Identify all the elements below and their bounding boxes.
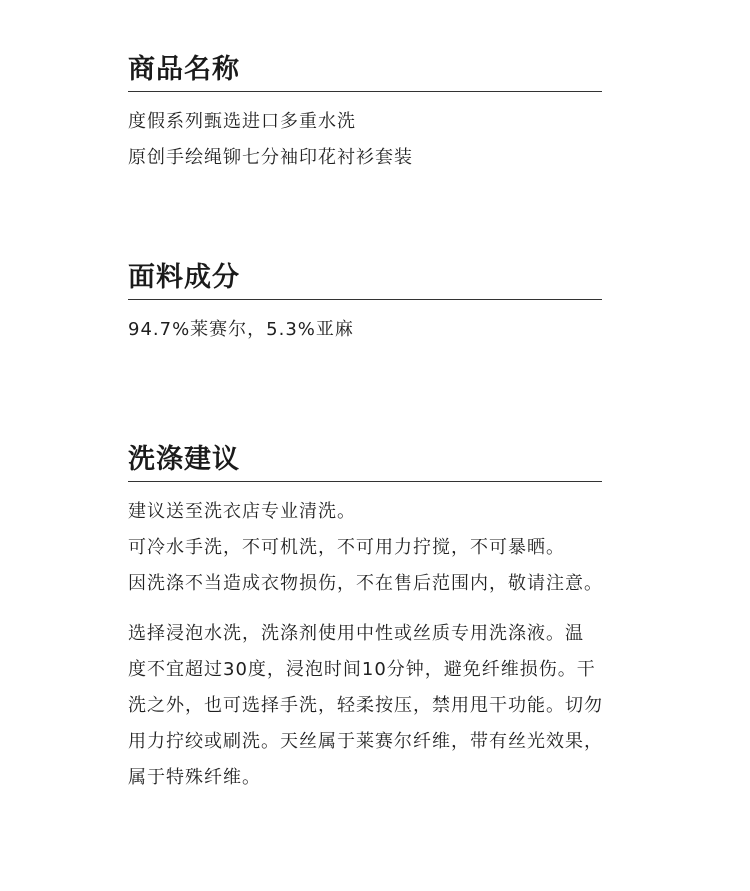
washing-paragraph-2 xyxy=(128,616,602,796)
washing-line: 属于特殊纤维。 xyxy=(128,767,261,788)
fabric-composition: 94.7%莱赛尔，5.3%亚麻 xyxy=(128,319,354,340)
washing-line: 因洗涤不当造成衣物损伤，不在售后范围内，敬请注意。 xyxy=(128,573,603,594)
fabric-section xyxy=(128,264,602,348)
fabric-heading: 面料成分 xyxy=(128,264,602,300)
product-name-heading: 商品名称 xyxy=(128,56,602,92)
washing-section xyxy=(128,446,602,796)
product-name-section xyxy=(128,56,602,176)
washing-heading: 洗涤建议 xyxy=(128,446,602,482)
washing-line: 建议送至洗衣店专业清洗。 xyxy=(128,501,356,522)
washing-line: 选择浸泡水洗，洗涤剂使用中性或丝质专用洗涤液。温 xyxy=(128,623,584,644)
paragraph-spacer xyxy=(128,602,602,616)
product-name-line: 度假系列甄选进口多重水洗 xyxy=(128,111,356,132)
washing-line: 度不宜超过30度，浸泡时间10分钟，避免纤维损伤。干 xyxy=(128,659,596,680)
product-name-line: 原创手绘绳铆七分袖印花衬衫套装 xyxy=(128,147,413,168)
washing-line: 用力拧绞或刷洗。天丝属于莱赛尔纤维，带有丝光效果， xyxy=(128,731,603,752)
washing-line: 洗之外，也可选择手洗，轻柔按压，禁用甩干功能。切勿 xyxy=(128,695,603,716)
washing-paragraph-1 xyxy=(128,494,602,602)
fabric-text xyxy=(128,312,602,348)
product-name-text xyxy=(128,104,602,176)
washing-line: 可冷水手洗，不可机洗，不可用力拧搅，不可暴晒。 xyxy=(128,537,565,558)
